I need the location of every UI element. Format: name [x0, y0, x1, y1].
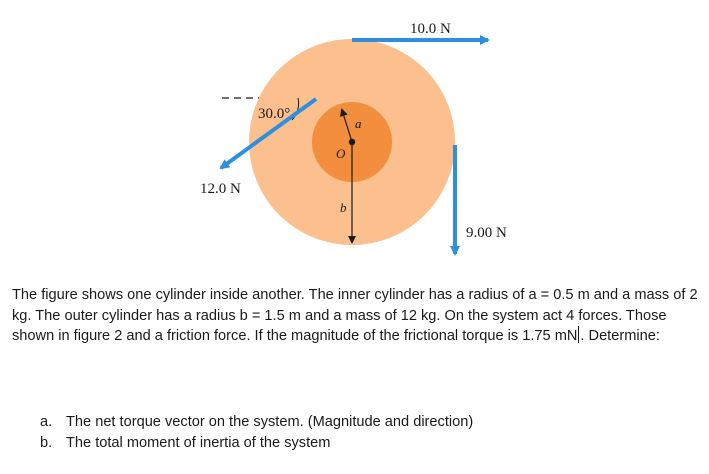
question-list — [40, 412, 473, 453]
force-label-9n: 9.00 N — [466, 225, 507, 241]
question-marker: a. — [40, 414, 53, 430]
problem-statement — [12, 285, 702, 347]
question-text: The total moment of inertia of the system — [66, 434, 331, 451]
center-label: O — [336, 146, 346, 161]
force-label-10n: 10.0 N — [410, 21, 451, 37]
force-label-12n: 12.0 N — [200, 181, 241, 197]
problem-text-end: . Determine: — [580, 328, 660, 344]
question-item — [40, 412, 473, 433]
question-item — [40, 433, 473, 454]
angle-label: 30.0° — [258, 106, 291, 122]
center-point — [349, 139, 355, 145]
problem-text: The figure shows one cylinder inside another. The inner cylinder has a radius of a = 0.5 m and a mass of 2 kg. The outer cylinder has a radius b = 1.5 m and a mass of 12 kg. On the system act 4 forces. Those shown in figure 2 and a friction force. If the magnitude of the frictional torque is 1.75 mN — [12, 287, 698, 344]
question-marker: b. — [40, 434, 53, 451]
radius-b-label: b — [340, 200, 347, 215]
question-text: The net torque vector on the system. (Magnitude and direction) — [66, 414, 474, 430]
radius-a-label: a — [355, 116, 362, 131]
